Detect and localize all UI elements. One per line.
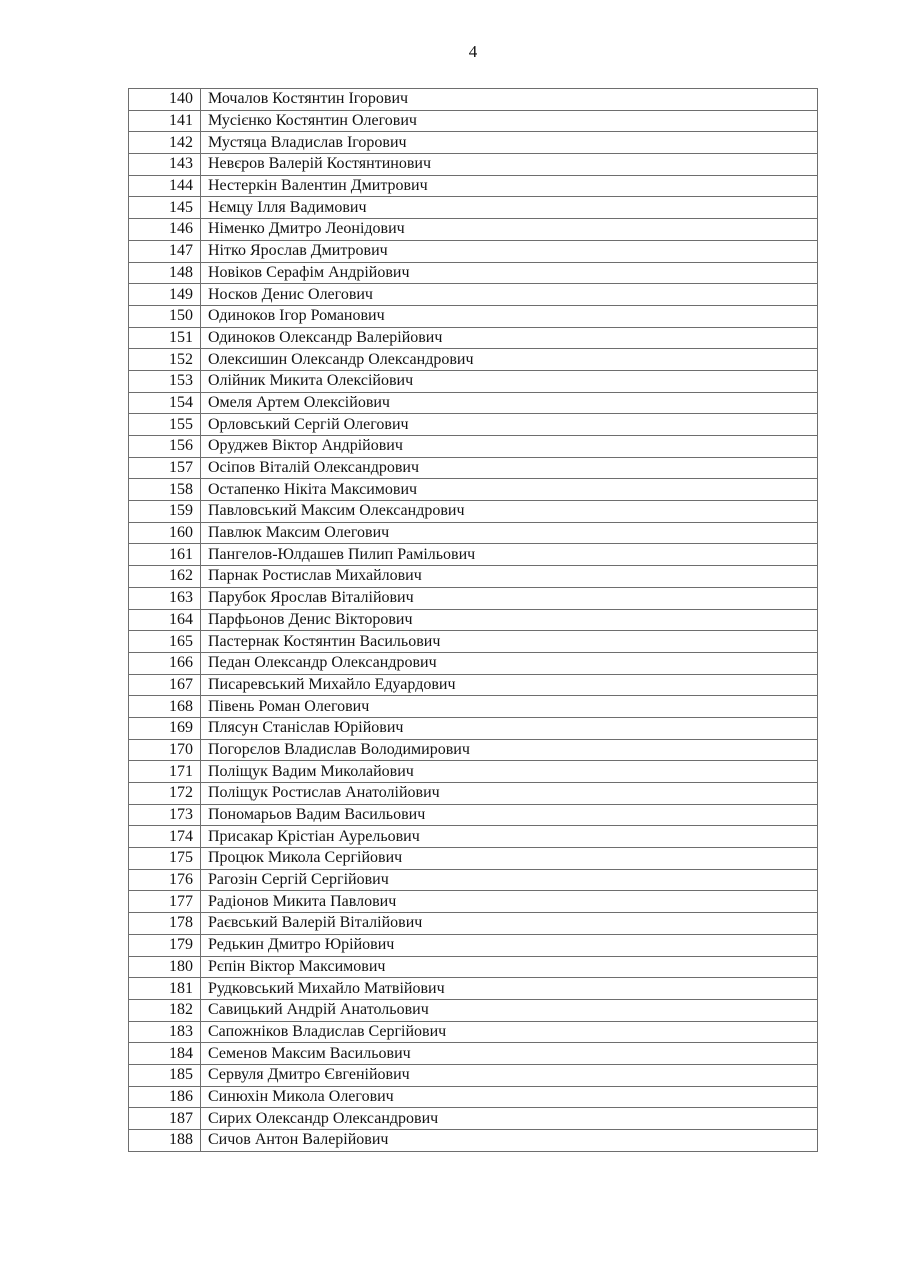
row-number: 183 xyxy=(129,1021,201,1043)
row-name: Процюк Микола Сергійович xyxy=(201,848,818,870)
table-row xyxy=(129,501,818,523)
row-name: Носков Денис Олегович xyxy=(201,284,818,306)
row-number: 185 xyxy=(129,1064,201,1086)
table-row xyxy=(129,848,818,870)
table-row xyxy=(129,414,818,436)
row-name: Пономарьов Вадим Васильович xyxy=(201,804,818,826)
row-number: 175 xyxy=(129,848,201,870)
table-row xyxy=(129,175,818,197)
row-number: 161 xyxy=(129,544,201,566)
row-number: 151 xyxy=(129,327,201,349)
table-row xyxy=(129,240,818,262)
row-name: Поліщук Ростислав Анатолійович xyxy=(201,783,818,805)
table-row xyxy=(129,674,818,696)
row-name: Педан Олександр Олександрович xyxy=(201,652,818,674)
row-name: Нємцу Ілля Вадимович xyxy=(201,197,818,219)
row-number: 148 xyxy=(129,262,201,284)
table-row xyxy=(129,587,818,609)
row-name: Одиноков Ігор Романович xyxy=(201,305,818,327)
row-name: Павлюк Максим Олегович xyxy=(201,522,818,544)
table-row xyxy=(129,913,818,935)
table-row xyxy=(129,978,818,1000)
table-row xyxy=(129,89,818,111)
table-row xyxy=(129,479,818,501)
table-row xyxy=(129,761,818,783)
table-row xyxy=(129,327,818,349)
row-name: Поліщук Вадим Миколайович xyxy=(201,761,818,783)
row-name: Сапожніков Владислав Сергійович xyxy=(201,1021,818,1043)
row-number: 184 xyxy=(129,1043,201,1065)
roster-table xyxy=(128,88,818,1152)
row-number: 141 xyxy=(129,110,201,132)
row-number: 146 xyxy=(129,219,201,241)
row-name: Пангелов-Юлдашев Пилип Рамільович xyxy=(201,544,818,566)
table-row xyxy=(129,284,818,306)
row-number: 182 xyxy=(129,999,201,1021)
row-number: 187 xyxy=(129,1108,201,1130)
row-number: 150 xyxy=(129,305,201,327)
row-name: Парфьонов Денис Вікторович xyxy=(201,609,818,631)
row-name: Оруджев Віктор Андрійович xyxy=(201,436,818,458)
page-number: 4 xyxy=(468,42,478,61)
table-row xyxy=(129,219,818,241)
table-row xyxy=(129,305,818,327)
row-name: Писаревський Михайло Едуардович xyxy=(201,674,818,696)
table-row xyxy=(129,197,818,219)
row-number: 143 xyxy=(129,154,201,176)
row-name: Осіпов Віталій Олександрович xyxy=(201,457,818,479)
row-name: Півень Роман Олегович xyxy=(201,696,818,718)
table-row xyxy=(129,956,818,978)
row-name: Мустяца Владислав Ігорович xyxy=(201,132,818,154)
row-name: Павловський Максим Олександрович xyxy=(201,501,818,523)
table-row xyxy=(129,783,818,805)
row-name: Погорєлов Владислав Володимирович xyxy=(201,739,818,761)
row-number: 162 xyxy=(129,566,201,588)
table-row xyxy=(129,1064,818,1086)
row-name: Орловський Сергій Олегович xyxy=(201,414,818,436)
row-name: Сирих Олександр Олександрович xyxy=(201,1108,818,1130)
table-row xyxy=(129,1043,818,1065)
row-number: 157 xyxy=(129,457,201,479)
table-row xyxy=(129,110,818,132)
row-name: Савицький Андрій Анатольович xyxy=(201,999,818,1021)
table-row xyxy=(129,891,818,913)
row-number: 142 xyxy=(129,132,201,154)
row-number: 159 xyxy=(129,501,201,523)
row-name: Пастернак Костянтин Васильович xyxy=(201,631,818,653)
row-name: Невєров Валерій Костянтинович xyxy=(201,154,818,176)
row-number: 144 xyxy=(129,175,201,197)
row-number: 186 xyxy=(129,1086,201,1108)
row-name: Парнак Ростислав Михайлович xyxy=(201,566,818,588)
row-number: 153 xyxy=(129,370,201,392)
table-row xyxy=(129,934,818,956)
row-number: 140 xyxy=(129,89,201,111)
row-number: 180 xyxy=(129,956,201,978)
table-row xyxy=(129,999,818,1021)
table-row xyxy=(129,544,818,566)
row-number: 169 xyxy=(129,717,201,739)
row-name: Радіонов Микита Павлович xyxy=(201,891,818,913)
table-row xyxy=(129,869,818,891)
table-row xyxy=(129,370,818,392)
row-number: 176 xyxy=(129,869,201,891)
table-row xyxy=(129,154,818,176)
row-number: 178 xyxy=(129,913,201,935)
table-row xyxy=(129,1021,818,1043)
table-row xyxy=(129,132,818,154)
row-name: Сервуля Дмитро Євгенійович xyxy=(201,1064,818,1086)
row-number: 188 xyxy=(129,1130,201,1152)
row-name: Німенко Дмитро Леонідович xyxy=(201,219,818,241)
row-number: 154 xyxy=(129,392,201,414)
row-number: 168 xyxy=(129,696,201,718)
table-row xyxy=(129,349,818,371)
row-name: Рагозін Сергій Сергійович xyxy=(201,869,818,891)
row-name: Синюхін Микола Олегович xyxy=(201,1086,818,1108)
table-row xyxy=(129,717,818,739)
row-number: 160 xyxy=(129,522,201,544)
row-number: 174 xyxy=(129,826,201,848)
row-number: 166 xyxy=(129,652,201,674)
row-name: Раєвський Валерій Віталійович xyxy=(201,913,818,935)
row-name: Олексишин Олександр Олександрович xyxy=(201,349,818,371)
row-number: 177 xyxy=(129,891,201,913)
table-row xyxy=(129,1086,818,1108)
row-name: Мочалов Костянтин Ігорович xyxy=(201,89,818,111)
row-number: 173 xyxy=(129,804,201,826)
table-row xyxy=(129,739,818,761)
table-row xyxy=(129,436,818,458)
row-name: Остапенко Нікіта Максимович xyxy=(201,479,818,501)
table-row xyxy=(129,262,818,284)
table-row xyxy=(129,522,818,544)
row-number: 164 xyxy=(129,609,201,631)
row-number: 170 xyxy=(129,739,201,761)
table-row xyxy=(129,566,818,588)
row-name: Олійник Микита Олексійович xyxy=(201,370,818,392)
table-row xyxy=(129,1108,818,1130)
row-number: 158 xyxy=(129,479,201,501)
table-row xyxy=(129,392,818,414)
table-row xyxy=(129,1130,818,1152)
row-name: Одиноков Олександр Валерійович xyxy=(201,327,818,349)
row-name: Семенов Максим Васильович xyxy=(201,1043,818,1065)
row-name: Омеля Артем Олексійович xyxy=(201,392,818,414)
row-number: 145 xyxy=(129,197,201,219)
row-number: 155 xyxy=(129,414,201,436)
row-name: Мусієнко Костянтин Олегович xyxy=(201,110,818,132)
row-number: 172 xyxy=(129,783,201,805)
row-number: 171 xyxy=(129,761,201,783)
row-name: Редькин Дмитро Юрійович xyxy=(201,934,818,956)
row-name: Нітко Ярослав Дмитрович xyxy=(201,240,818,262)
row-name: Рєпін Віктор Максимович xyxy=(201,956,818,978)
roster-table-body xyxy=(129,89,818,1152)
row-name: Новіков Серафім Андрійович xyxy=(201,262,818,284)
table-row xyxy=(129,631,818,653)
row-name: Нестеркін Валентин Дмитрович xyxy=(201,175,818,197)
row-number: 167 xyxy=(129,674,201,696)
table-row xyxy=(129,457,818,479)
row-number: 147 xyxy=(129,240,201,262)
row-number: 152 xyxy=(129,349,201,371)
table-row xyxy=(129,696,818,718)
row-number: 165 xyxy=(129,631,201,653)
row-name: Парубок Ярослав Віталійович xyxy=(201,587,818,609)
row-name: Сичов Антон Валерійович xyxy=(201,1130,818,1152)
row-number: 181 xyxy=(129,978,201,1000)
table-row xyxy=(129,804,818,826)
row-number: 179 xyxy=(129,934,201,956)
row-number: 149 xyxy=(129,284,201,306)
row-name: Плясун Станіслав Юрійович xyxy=(201,717,818,739)
row-name: Рудковський Михайло Матвійович xyxy=(201,978,818,1000)
row-name: Присакар Крістіан Аурельович xyxy=(201,826,818,848)
table-row xyxy=(129,652,818,674)
table-row xyxy=(129,826,818,848)
row-number: 163 xyxy=(129,587,201,609)
table-row xyxy=(129,609,818,631)
row-number: 156 xyxy=(129,436,201,458)
